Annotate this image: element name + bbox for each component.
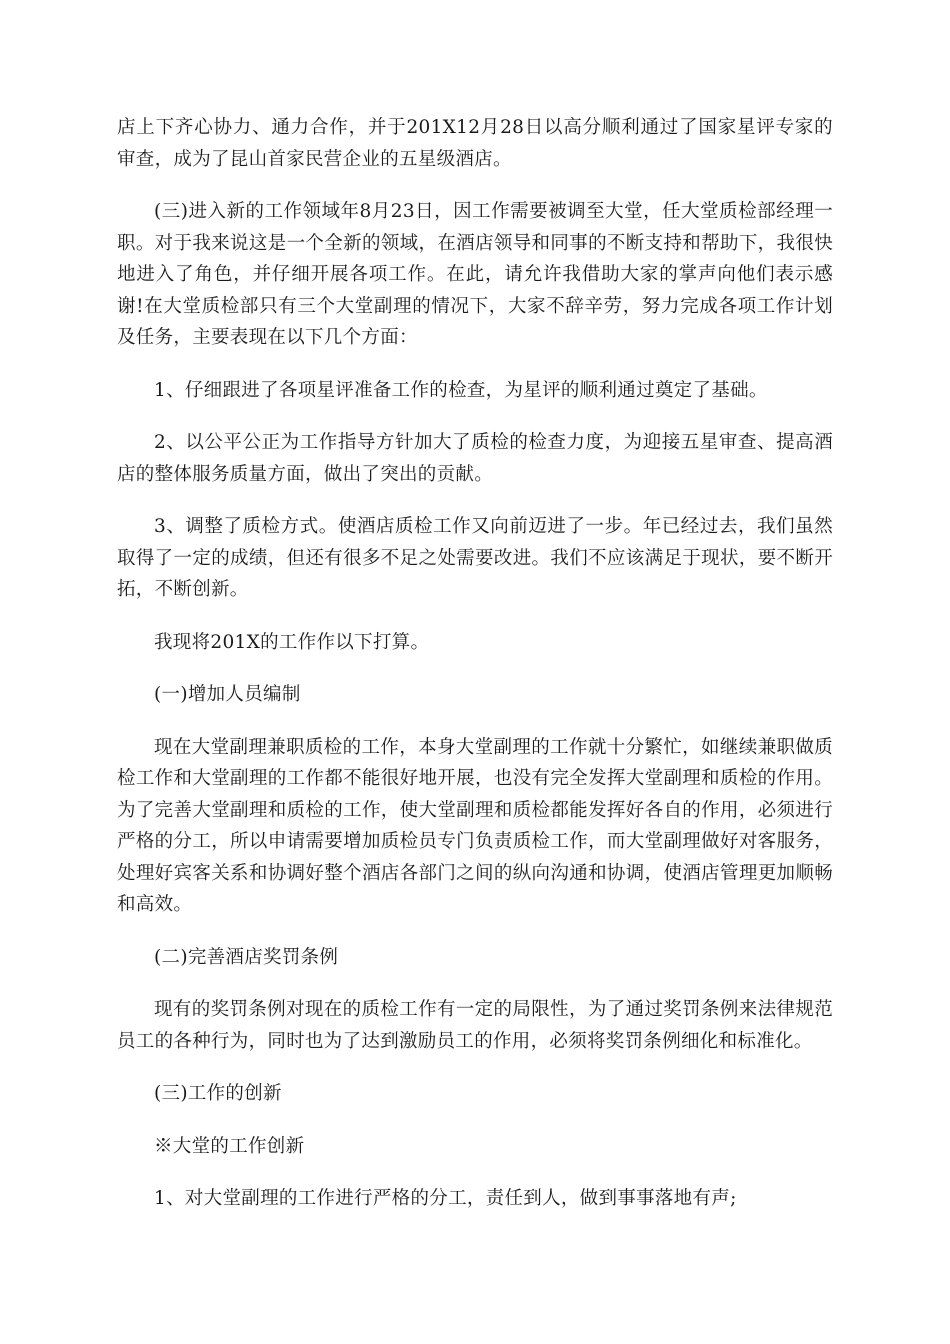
- section-heading-2: (二)完善酒店奖罚条例: [154, 946, 339, 968]
- paragraph-5: 3、调整了质检方式。使酒店质检工作又向前迈进了一步。年已经过去，我们虽然取得了一定的成绩，但还有很多不足之处需要改进。我们不应该满足于现状，要不断开拓，不断创新。: [117, 516, 833, 600]
- paragraph-10: 现有的奖罚条例对现在的质检工作有一定的局限性，为了通过奖罚条例来法律规范员工的各种行为，同时也为了达到激励员工的作用，必须将奖罚条例细化和标准化。: [117, 999, 833, 1052]
- subsection-heading: ※大堂的工作创新: [154, 1135, 305, 1157]
- paragraph-13: 1、对大堂副理的工作进行严格的分工，责任到人，做到事事落地有声;: [154, 1188, 737, 1209]
- section-heading-3: (三)工作的创新: [154, 1083, 282, 1104]
- section-heading-1: (一)增加人员编制: [154, 684, 301, 705]
- paragraph-6: 我现将201X的工作作以下打算。: [154, 631, 430, 653]
- paragraph-2: (三)进入新的工作领域年8月23日，因工作需要被调至大堂，任大堂质检部经理一职。对于我来说这是一个全新的领域，在酒店领导和同事的不断支持和帮助下，我很快地进入了角色，并仔细开展各项工作。在此，请允许我借助大家的掌声向他们表示感谢!在大堂质检部只有三个大堂副理的情况下，大家不辞辛劳，努力完成各项工作计划及任务，主要表现在以下几个方面：: [117, 201, 833, 348]
- paragraph-8: 现在大堂副理兼职质检的工作，本身大堂副理的工作就十分繁忙，如继续兼职做质检工作和大堂副理的工作都不能很好地开展，也没有完全发挥大堂副理和质检的作用。为了完善大堂副理和质检的工作，使大堂副理和质检都能发挥好各自的作用，必须进行严格的分工，所以申请需要增加质检员专门负责质检工作，而大堂副理做好对客服务，处理好宾客关系和协调好整个酒店各部门之间的纵向沟通和协调，使酒店管理更加顺畅和高效。: [117, 736, 833, 915]
- paragraph-4: 2、以公平公正为工作指导方针加大了质检的检查力度，为迎接五星审查、提高酒店的整体服务质量方面，做出了突出的贡献。: [117, 432, 833, 485]
- paragraph-1: 店上下齐心协力、通力合作，并于201X12月28日以高分顺利通过了国家星评专家的审查，成为了昆山首家民营企业的五星级酒店。: [117, 117, 833, 170]
- paragraph-3: 1、仔细跟进了各项星评准备工作的检查，为星评的顺利通过奠定了基础。: [154, 379, 768, 401]
- document-page: [117, 112, 833, 1236]
